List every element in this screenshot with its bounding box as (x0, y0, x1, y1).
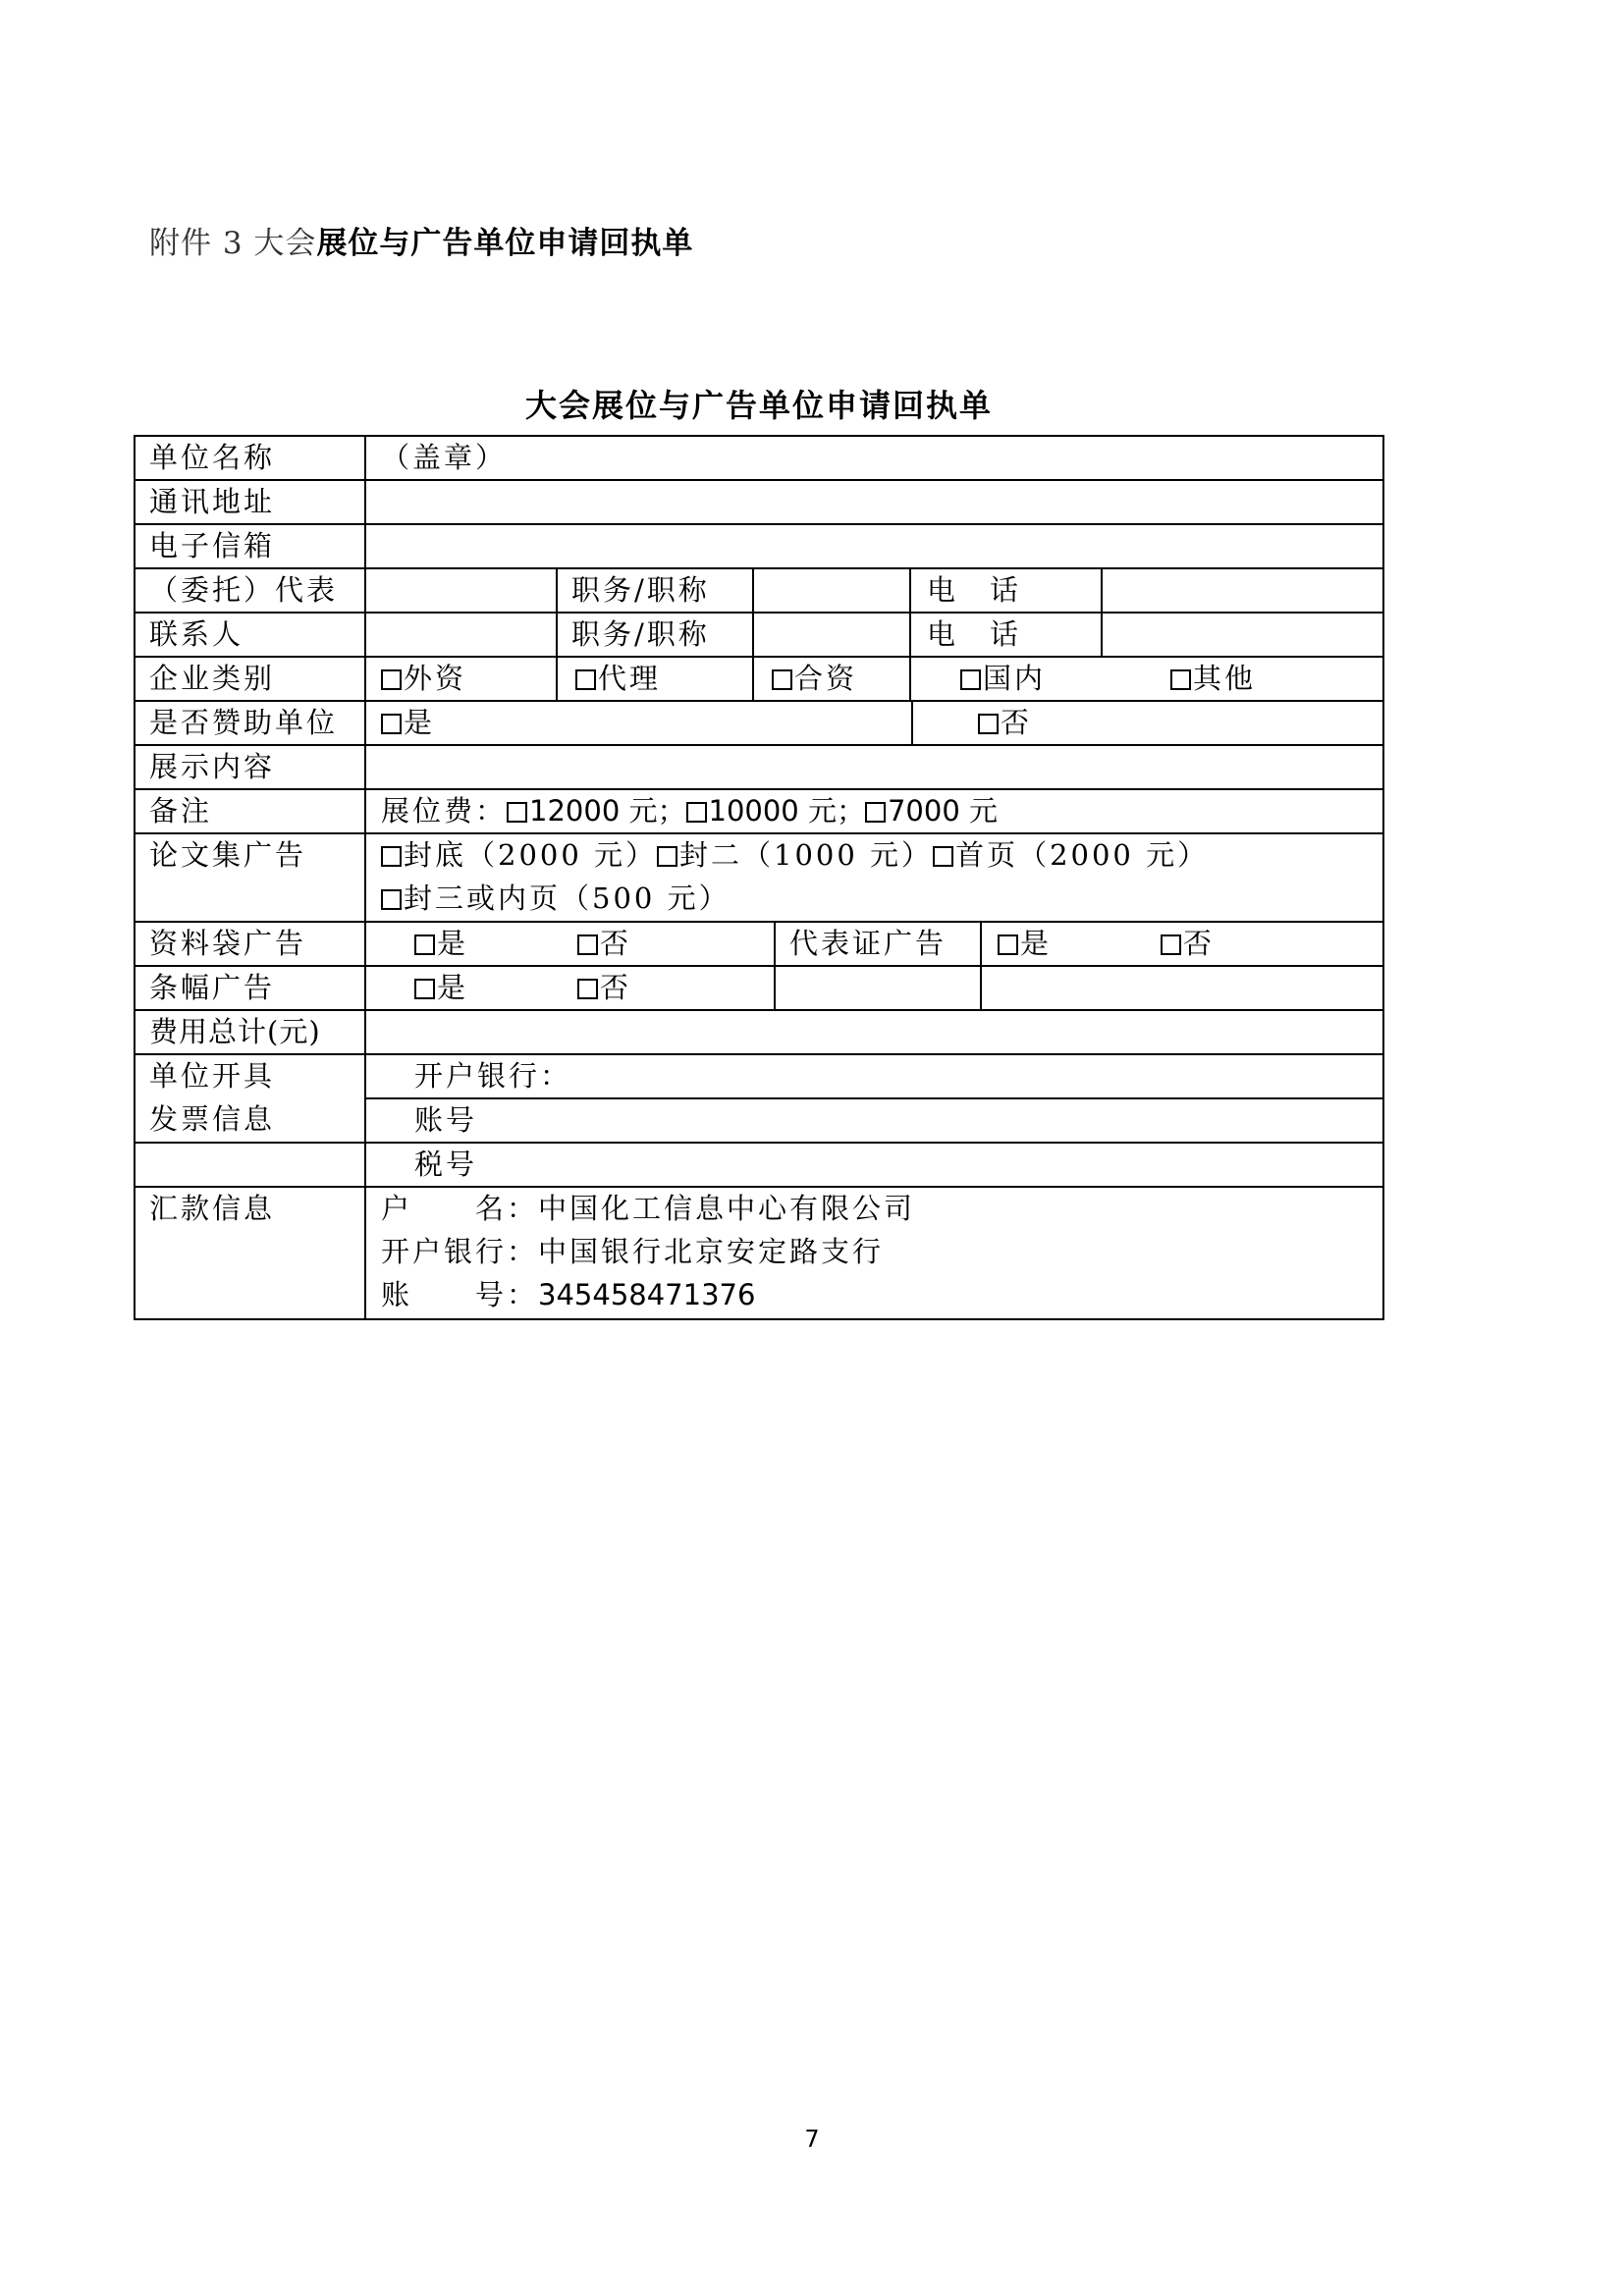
checkbox[interactable] (998, 934, 1018, 955)
checkbox[interactable] (978, 714, 999, 734)
sponsor-label: 是否赞助单位 (149, 706, 339, 739)
checkbox[interactable] (865, 802, 886, 823)
attachment-title: 展位与广告单位申请回执单 (316, 226, 694, 261)
checkbox[interactable] (507, 802, 527, 823)
representative-label: （委托）代表 (149, 573, 339, 607)
proceedings-ad-options-line2: 封三或内页（500 元） (381, 881, 731, 915)
badge-ad-no-option[interactable]: 否 (1161, 927, 1215, 960)
banner-ad-yes-option[interactable]: 是 (414, 971, 468, 1004)
bag-ad-no-option[interactable]: 否 (577, 927, 631, 960)
attachment-heading (149, 218, 693, 262)
remittance-label: 汇款信息 (149, 1192, 276, 1225)
checkbox[interactable] (414, 934, 435, 955)
remittance-bank: 开户银行：中国银行北京安定路支行 (381, 1235, 885, 1268)
checkbox[interactable] (575, 669, 596, 690)
total-fee-label: 费用总计(元) (149, 1015, 321, 1048)
exhibit-content-label: 展示内容 (149, 750, 276, 783)
contact-label: 联系人 (149, 617, 244, 651)
remittance-account-number: 账 号：345458471376 (381, 1278, 756, 1311)
company-type-option-foreign[interactable]: 外资 (381, 662, 466, 695)
invoice-label-line2: 发票信息 (149, 1102, 276, 1136)
invoice-bank-label: 开户银行： (414, 1059, 572, 1093)
proceedings-ad-options-line1: 封底（2000 元） 封二（1000 元） 首页（2000 元） (381, 838, 1209, 872)
checkbox[interactable] (657, 846, 677, 867)
sponsor-no-option[interactable]: 否 (978, 706, 1032, 739)
badge-ad-yes-option[interactable]: 是 (998, 927, 1052, 960)
page-number: 7 (804, 2125, 820, 2153)
checkbox[interactable] (960, 669, 981, 690)
bag-ad-yes-option[interactable]: 是 (414, 927, 468, 960)
checkbox[interactable] (577, 979, 598, 999)
invoice-label-line1: 单位开具 (149, 1059, 276, 1093)
sponsor-yes-option[interactable]: 是 (381, 706, 435, 739)
company-type-label: 企业类别 (149, 662, 276, 695)
remittance-account-name: 户 名：中国化工信息中心有限公司 (381, 1192, 916, 1225)
checkbox[interactable] (772, 669, 792, 690)
checkbox[interactable] (1170, 669, 1191, 690)
company-type-option-other[interactable]: 其他 (1170, 662, 1256, 695)
form-title: 大会展位与广告单位申请回执单 (524, 387, 993, 424)
contact-position-label: 职务/职称 (571, 617, 710, 651)
unit-name-label: 单位名称 (149, 441, 276, 474)
contact-phone-label: 电 话 (927, 617, 1022, 651)
checkbox[interactable] (381, 669, 402, 690)
banner-ad-no-option[interactable]: 否 (577, 971, 631, 1004)
proceedings-ad-label: 论文集广告 (149, 838, 307, 872)
email-label: 电子信箱 (149, 529, 276, 562)
badge-ad-label: 代表证广告 (789, 927, 947, 960)
checkbox[interactable] (1161, 934, 1181, 955)
checkbox[interactable] (381, 846, 402, 867)
company-type-option-jv[interactable]: 合资 (772, 662, 857, 695)
unit-name-seal-note: （盖章） (381, 441, 508, 474)
attachment-prefix: 附件 3 大会 (149, 226, 317, 261)
checkbox[interactable] (414, 979, 435, 999)
remarks-label: 备注 (149, 794, 213, 828)
invoice-account-label: 账号 (414, 1103, 478, 1137)
checkbox[interactable] (381, 889, 402, 910)
checkbox[interactable] (577, 934, 598, 955)
booth-fee-options: 展位费： 12000 元； 10000 元； 7000 元 (381, 794, 999, 828)
invoice-tax-label: 税号 (414, 1148, 478, 1181)
application-form-table (134, 435, 1384, 1320)
checkbox[interactable] (381, 714, 402, 734)
address-label: 通讯地址 (149, 485, 276, 518)
bag-ad-label: 资料袋广告 (149, 927, 307, 960)
checkbox[interactable] (933, 846, 953, 867)
banner-ad-label: 条幅广告 (149, 971, 276, 1004)
company-type-option-agency[interactable]: 代理 (575, 662, 661, 695)
representative-phone-label: 电 话 (927, 573, 1022, 607)
checkbox[interactable] (686, 802, 707, 823)
company-type-option-domestic[interactable]: 国内 (960, 662, 1046, 695)
representative-position-label: 职务/职称 (571, 573, 710, 607)
